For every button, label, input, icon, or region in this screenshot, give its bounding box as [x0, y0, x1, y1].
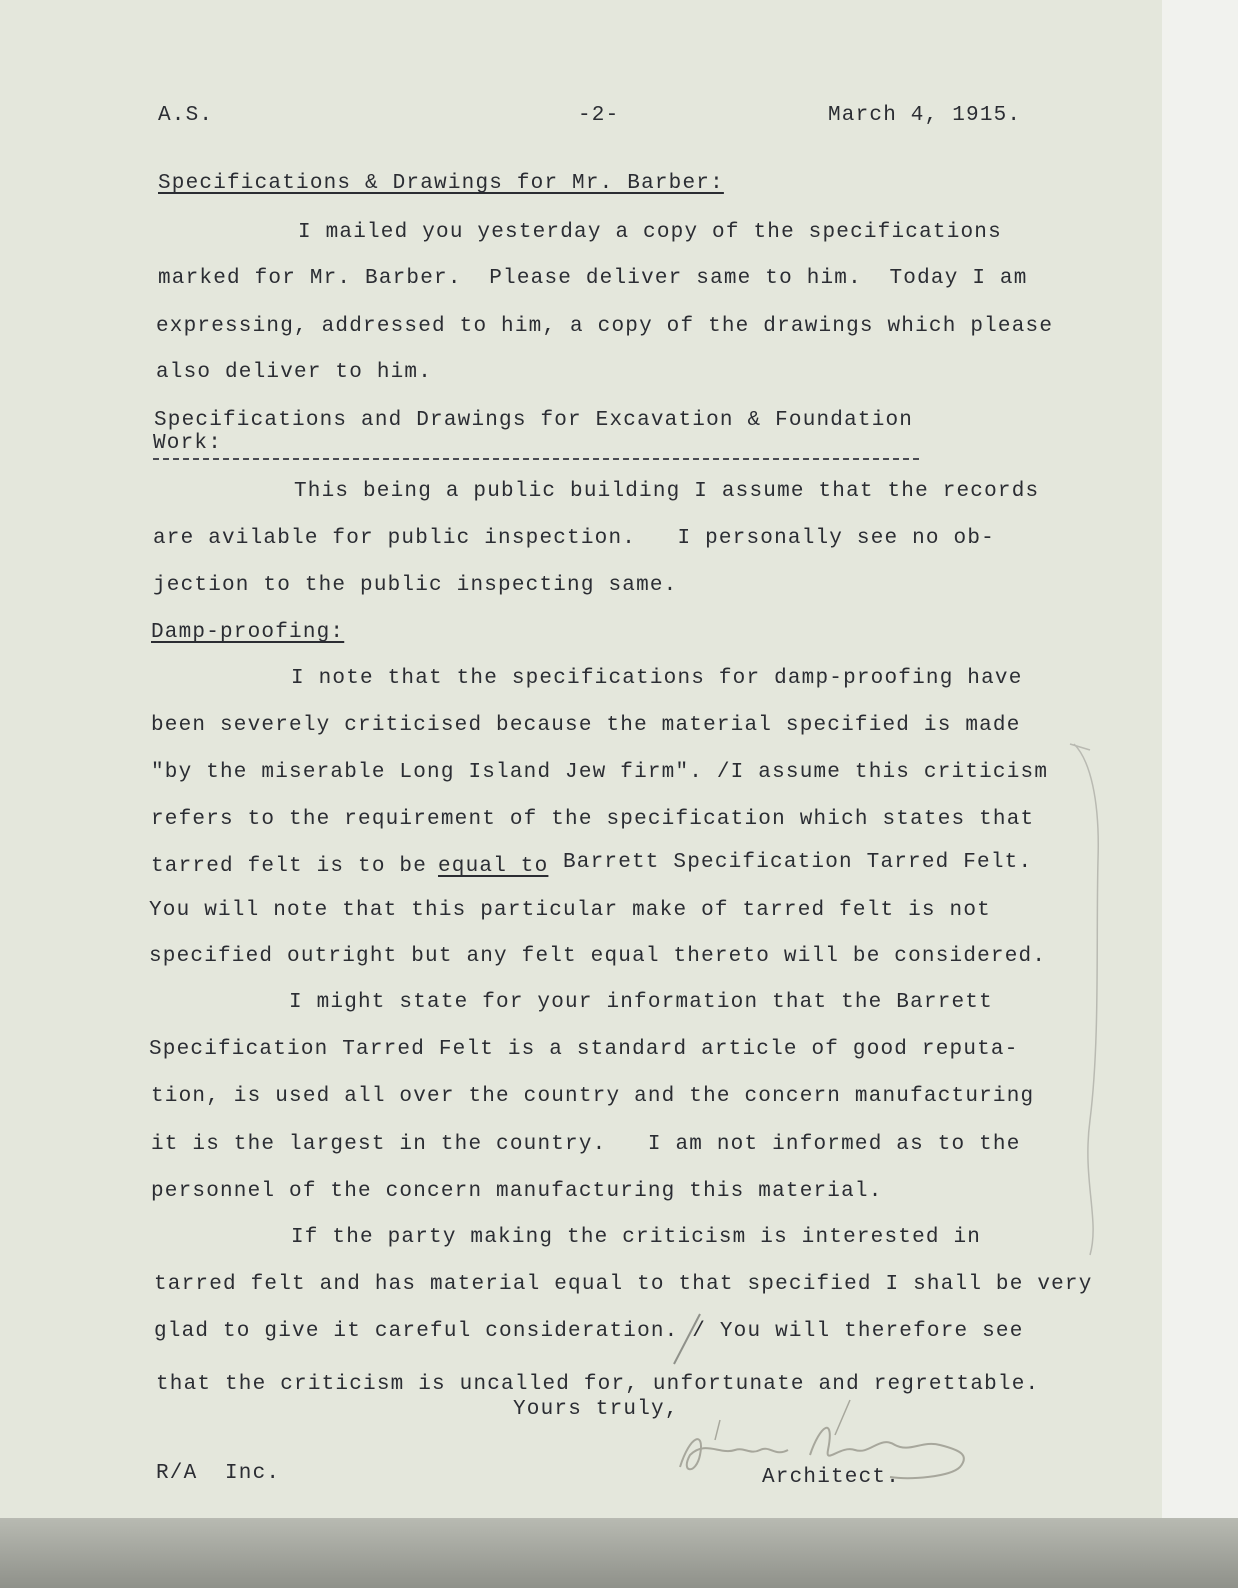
body-line: tarred felt and has material equal to that specified I shall be very [154, 1273, 1093, 1296]
section-heading-damp-proofing: Damp-proofing: [151, 621, 345, 644]
underlined-phrase: equal to [438, 855, 549, 878]
page-number: -2- [578, 104, 620, 127]
body-line: marked for Mr. Barber. Please deliver same to him. Today I am [158, 267, 1028, 290]
signatory-title: Architect. [762, 1466, 901, 1489]
body-line: tion, is used all over the country and the concern manufacturing [151, 1085, 1035, 1108]
scanner-background [0, 1518, 1238, 1588]
body-line: Barrett Specification Tarred Felt. [563, 851, 1033, 874]
body-line: tarred felt is to be [151, 855, 428, 878]
body-line: Specification Tarred Felt is a standard article of good reputa- [149, 1038, 1019, 1061]
body-line: You will note that this particular make of tarred felt is not [149, 899, 991, 922]
body-line: glad to give it careful consideration. / You will therefore see [154, 1320, 1024, 1343]
body-line: If the party making the criticism is interested in [291, 1226, 982, 1249]
body-line: I mailed you yesterday a copy of the specifications [298, 221, 1002, 244]
margin-bracket [1060, 740, 1120, 1260]
body-line: also deliver to him. [156, 361, 433, 384]
body-line: I note that the specifications for damp-proofing have [291, 667, 1023, 690]
body-line: "by the miserable Long Island Jew firm". /I assume this criticism [151, 761, 1049, 784]
body-line: expressing, addressed to him, a copy of the drawings which please [156, 315, 1054, 338]
body-line: it is the largest in the country. I am not informed as to the [151, 1133, 1021, 1156]
handwritten-signature [660, 1395, 990, 1495]
letter-date: March 4, 1915. [828, 104, 1022, 127]
body-line: specified outright but any felt equal thereto will be considered. [149, 945, 1047, 968]
body-line: been severely criticised because the material specified is made [151, 714, 1021, 737]
body-line: refers to the requirement of the specification which states that [151, 808, 1035, 831]
section-heading-excavation-cont: Work: [153, 432, 223, 455]
body-line: personnel of the concern manufacturing this material. [151, 1180, 883, 1203]
header-initials: A.S. [158, 104, 214, 127]
pencil-slash [668, 1310, 708, 1370]
body-line: I might state for your information that the Barrett [289, 991, 993, 1014]
valediction: Yours truly, [513, 1398, 679, 1421]
section-heading-barber: Specifications & Drawings for Mr. Barber: [158, 172, 724, 195]
body-line: that the criticism is uncalled for, unfortunate and regrettable. [156, 1373, 1040, 1396]
heading-underline [153, 458, 919, 460]
page-edge [1162, 0, 1238, 1518]
body-line: jection to the public inspecting same. [153, 574, 678, 597]
body-line: This being a public building I assume that the records [294, 480, 1040, 503]
reference-initials: R/A Inc. [156, 1462, 281, 1485]
section-heading-excavation: Specifications and Drawings for Excavation & Foundation [154, 409, 914, 432]
body-line: are avilable for public inspection. I personally see no ob- [153, 527, 995, 550]
